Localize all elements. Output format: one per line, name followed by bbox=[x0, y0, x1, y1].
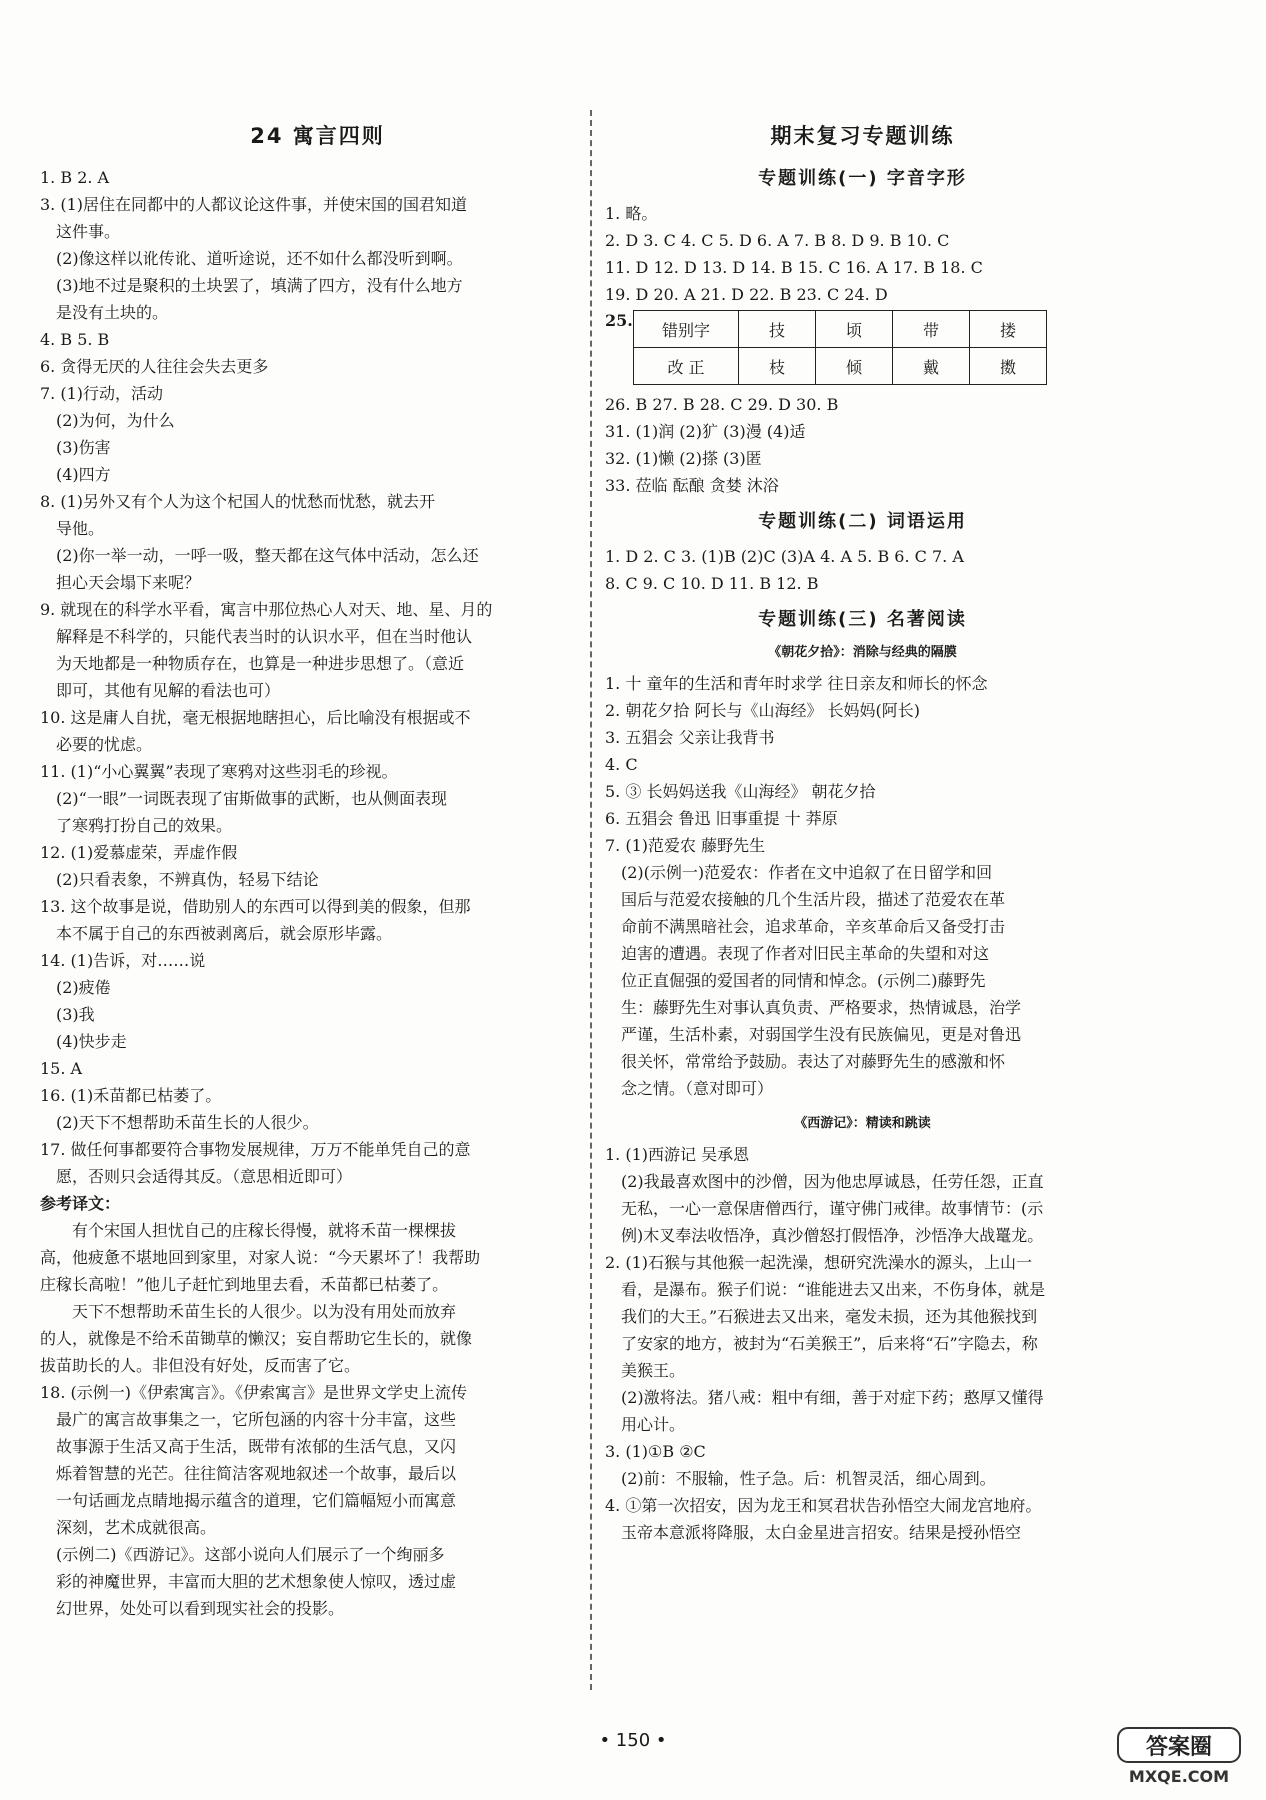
answer-line: 国后与范爱农接触的几个生活片段，描述了范爱农在革 bbox=[621, 890, 1006, 909]
answer-line: 庄稼长高啦！”他儿子赶忙到地里去看，禾苗都已枯萎了。 bbox=[40, 1275, 449, 1294]
table-cell: 技 bbox=[739, 311, 816, 348]
answer-line: 16. (1)禾苗都已枯萎了。 bbox=[40, 1086, 222, 1105]
section-1-title: 专题训练(一) 字音字形 bbox=[758, 168, 967, 189]
answer-line: 本不属于自己的东西被剥离后，就会原形毕露。 bbox=[56, 924, 393, 943]
answer-line: 玉帝本意派将降服，太白金星进言招安。结果是授孙悟空 bbox=[621, 1523, 1022, 1542]
answer-line: 33. 莅临 酝酿 贪婪 沐浴 bbox=[605, 476, 779, 495]
answer-line: 天下不想帮助禾苗生长的人很少。以为没有用处而放弃 bbox=[72, 1302, 457, 1321]
answer-line: 3. (1)居住在同都中的人都议论这件事，并使宋国的国君知道 bbox=[40, 195, 468, 214]
answer-line: (2)为何，为什么 bbox=[56, 411, 175, 430]
answer-line: 担心天会塌下来呢？ bbox=[56, 573, 201, 592]
answer-line: 参考译文： bbox=[40, 1194, 121, 1213]
answer-line: 用心计。 bbox=[621, 1415, 686, 1434]
table-row bbox=[634, 348, 1047, 385]
answer-line: 很关怀，常常给予鼓励。表达了对藤野先生的感激和怀 bbox=[621, 1052, 1006, 1071]
answer-line: 愿，否则只会适得其反。（意思相近即可） bbox=[56, 1167, 353, 1186]
answer-line: 2. 朝花夕拾 阿长与《山海经》 长妈妈(阿长) bbox=[605, 701, 921, 720]
answer-line: 了安家的地方，被封为“石美猴王”，后来将“石”字隐去，称 bbox=[621, 1334, 1038, 1353]
answer-line: 烁着智慧的光芒。往往简洁客观地叙述一个故事，最后以 bbox=[56, 1464, 457, 1483]
answer-line: 5. ③ 长妈妈送我《山海经》 朝花夕拾 bbox=[605, 782, 876, 801]
answer-25-block bbox=[605, 310, 1120, 385]
answer-line: 10. 这是庸人自扰，毫无根据地瞎担心，后比喻没有根据或不 bbox=[40, 708, 471, 727]
section-2-answers bbox=[605, 543, 1120, 597]
right-column bbox=[605, 90, 1120, 1546]
part-1-title: 《朝花夕拾》：消除与经典的隔膜 bbox=[768, 645, 957, 660]
answer-line: 彩的神魔世界，丰富而大胆的艺术想象使人惊叹，透过虚 bbox=[56, 1572, 457, 1591]
answer-line: 必要的忧虑。 bbox=[56, 735, 153, 754]
answer-line: 的人，就像是不给禾苗锄草的懒汉；妄自帮助它生长的，就像 bbox=[40, 1329, 473, 1348]
answer-line: (3)我 bbox=[56, 1005, 95, 1024]
answer-line: 了寒鸦打扮自己的效果。 bbox=[56, 816, 233, 835]
answer-line: 严谨，生活朴素，对弱国学生没有民族偏见，更是对鲁迅 bbox=[621, 1025, 1022, 1044]
answer-line: 9. 就现在的科学水平看，寓言中那位热心人对天、地、星、月的 bbox=[40, 600, 493, 619]
answer-line: 最广的寓言故事集之一，它所包涵的内容十分丰富，这些 bbox=[56, 1410, 457, 1429]
answer-line: 故事源于生活又高于生活，既带有浓郁的生活气息，又闪 bbox=[56, 1437, 457, 1456]
answer-line: 18. (示例一)《伊索寓言》。《伊索寓言》是世界文学史上流传 bbox=[40, 1383, 468, 1402]
answer-line: (2)像这样以讹传讹、道听途说，还不如什么都没听到啊。 bbox=[56, 249, 463, 268]
table-row bbox=[634, 311, 1047, 348]
left-column bbox=[40, 90, 595, 1622]
answer-line: 1. 略。 bbox=[605, 204, 658, 223]
watermark-bottom-text: MXQE.COM bbox=[1128, 1767, 1230, 1786]
answer-line: 11. D 12. D 13. D 14. B 15. C 16. A 17. B 18. C bbox=[605, 258, 983, 277]
answer-line: 19. D 20. A 21. D 22. B 23. C 24. D bbox=[605, 285, 888, 304]
answer-line: 我们的大王。”石猴进去又出来，毫发未损，还为其他猴找到 bbox=[621, 1307, 1038, 1326]
answer-line: 念之情。（意对即可） bbox=[621, 1079, 774, 1098]
answer-line: (2)前：不服输，性子急。后：机智灵活，细心周到。 bbox=[621, 1469, 996, 1488]
answer-line: 6. 贪得无厌的人往往会失去更多 bbox=[40, 357, 269, 376]
answer-line: (2)疲倦 bbox=[56, 978, 111, 997]
answer-line: 即可，其他有见解的看法也可） bbox=[56, 681, 281, 700]
part-2-answers bbox=[605, 1141, 1120, 1546]
answer-line: 解释是不科学的，只能代表当时的认识水平，但在当时他认 bbox=[56, 627, 473, 646]
answer-line: 导他。 bbox=[56, 519, 105, 538]
answer-line: (2)天下不想帮助禾苗生长的人很少。 bbox=[56, 1113, 319, 1132]
table-cell: 戴 bbox=[893, 348, 970, 385]
answer-line: (2)只看表象，不辨真伪，轻易下结论 bbox=[56, 870, 319, 889]
answer-line: 位正直倔强的爱国者的同情和悼念。(示例二)藤野先 bbox=[621, 971, 986, 990]
answer-line: 看，是瀑布。猴子们说：“谁能进去又出来，不伤身体，就是 bbox=[621, 1280, 1046, 1299]
answer-line: (4)快步走 bbox=[56, 1032, 127, 1051]
answer-line: 7. (1)行动，活动 bbox=[40, 384, 164, 403]
answer-line: 一句话画龙点睛地揭示蕴含的道理，它们篇幅短小而寓意 bbox=[56, 1491, 457, 1510]
answer-line: (2)(示例一)范爱农：作者在文中追叙了在日留学和回 bbox=[621, 863, 993, 882]
answer-line: 无私，一心一意保唐僧西行，谨守佛门戒律。故事情节：(示 bbox=[621, 1199, 1044, 1218]
answer-line: 32. (1)懒 (2)搽 (3)匿 bbox=[605, 449, 762, 468]
answer-line: 高，他疲惫不堪地回到家里，对家人说：“今天累坏了！我帮助 bbox=[40, 1248, 481, 1267]
answer-line: 17. 做任何事都要符合事物发展规律，万万不能单凭自己的意 bbox=[40, 1140, 471, 1159]
answer-line: 31. (1)润 (2)犷 (3)漫 (4)适 bbox=[605, 422, 806, 441]
answer-line: 12. (1)爱慕虚荣，弄虚作假 bbox=[40, 843, 238, 862]
table-row-header: 改 正 bbox=[634, 348, 739, 385]
answer-line: 4. ①第一次招安，因为龙王和冥君状告孙悟空大闹龙宫地府。 bbox=[605, 1496, 1042, 1515]
lesson-title: 24 寓言四则 bbox=[250, 124, 385, 148]
answer-line: 迫害的遭遇。表现了作者对旧民主革命的失望和对这 bbox=[621, 944, 990, 963]
section-1-answers bbox=[605, 200, 1120, 308]
answer-line: 1. B 2. A bbox=[40, 168, 110, 187]
answer-line: 7. (1)范爱农 藤野先生 bbox=[605, 836, 766, 855]
answer-line: (3)地不过是聚积的土块罢了，填满了四方，没有什么地方 bbox=[56, 276, 463, 295]
section-3-title: 专题训练(三) 名著阅读 bbox=[758, 609, 967, 630]
answer-line: (示例二)《西游记》。这部小说向人们展示了一个绚丽多 bbox=[56, 1545, 445, 1564]
watermark-top-text: 答案圈 bbox=[1145, 1735, 1213, 1760]
answer-line: 幻世界，处处可以看到现实社会的投影。 bbox=[56, 1599, 345, 1618]
answer-line: 这件事。 bbox=[56, 222, 121, 241]
table-cell: 倾 bbox=[816, 348, 893, 385]
answer-line: 1. D 2. C 3. (1)B (2)C (3)A 4. A 5. B 6. C 7. A bbox=[605, 547, 964, 566]
table-cell: 枝 bbox=[739, 348, 816, 385]
table-cell: 擞 bbox=[970, 348, 1047, 385]
answer-line: 14. (1)告诉，对……说 bbox=[40, 951, 206, 970]
part-1-answers bbox=[605, 670, 1120, 1102]
answer-line: 生：藤野先生对事认真负责、严格要求，热情诚恳，治学 bbox=[621, 998, 1022, 1017]
section-2-title: 专题训练(二) 词语运用 bbox=[758, 511, 967, 532]
section-1-answers-continued bbox=[605, 391, 1120, 499]
answer-line: 命前不满黑暗社会，追求革命，辛亥革命后又备受打击 bbox=[621, 917, 1006, 936]
answer-line: 1. (1)西游记 吴承恩 bbox=[605, 1145, 750, 1164]
answer-line: 有个宋国人担忧自己的庄稼长得慢，就将禾苗一棵棵拔 bbox=[72, 1221, 457, 1240]
answer-line: 8. C 9. C 10. D 11. B 12. B bbox=[605, 574, 819, 593]
answer-line: 为天地都是一种物质存在，也算是一种进步思想了。（意近 bbox=[56, 654, 465, 673]
answer-25-number: 25. bbox=[605, 311, 633, 330]
review-title: 期末复习专题训练 bbox=[770, 124, 955, 148]
table-cell: 带 bbox=[893, 311, 970, 348]
answer-line: (2)你一举一动，一呼一吸，整天都在这气体中活动，怎么还 bbox=[56, 546, 479, 565]
answer-line: 是没有土块的。 bbox=[56, 303, 169, 322]
answer-line: 4. C bbox=[605, 755, 638, 774]
answer-line: 26. B 27. B 28. C 29. D 30. B bbox=[605, 395, 839, 414]
part-2-title: 《西游记》：精读和跳读 bbox=[794, 1116, 931, 1131]
answer-line: 美猴王。 bbox=[621, 1361, 686, 1380]
answer-line: (3)伤害 bbox=[56, 438, 111, 457]
answer-line: (2)“一眼”一词既表现了宙斯做事的武断，也从侧面表现 bbox=[56, 789, 448, 808]
answer-line: 例)木叉奉法收悟净，真沙僧怒打假悟净，沙悟净大战鼍龙。 bbox=[621, 1226, 1044, 1245]
answer-line: 3. (1)①B ②C bbox=[605, 1442, 706, 1461]
answer-line: 深刻，艺术成就很高。 bbox=[56, 1518, 217, 1537]
answer-line: 13. 这个故事是说，借助别人的东西可以得到美的假象，但那 bbox=[40, 897, 471, 916]
answer-line: 4. B 5. B bbox=[40, 330, 110, 349]
answer-line: (2)激将法。猪八戒：粗中有细，善于对症下药；憨厚又懂得 bbox=[621, 1388, 1044, 1407]
table-row-header: 错别字 bbox=[634, 311, 739, 348]
answer-line: 6. 五猖会 鲁迅 旧事重提 十 莽原 bbox=[605, 809, 838, 828]
answer-line: 1. 十 童年的生活和青年时求学 往日亲友和师长的怀念 bbox=[605, 674, 988, 693]
table-cell: 搂 bbox=[970, 311, 1047, 348]
answer-line: 11. (1)“小心翼翼”表现了寒鸦对这些羽毛的珍视。 bbox=[40, 762, 398, 781]
left-answer-list bbox=[40, 164, 595, 1622]
answer-line: 15. A bbox=[40, 1059, 83, 1078]
answer-line: (4)四方 bbox=[56, 465, 111, 484]
answer-line: 3. 五猖会 父亲让我背书 bbox=[605, 728, 775, 747]
page-number: • 150 • bbox=[599, 1730, 667, 1751]
site-watermark-logo bbox=[1114, 1724, 1244, 1786]
answer-line: 8. (1)另外又有个人为这个杞国人的忧愁而忧愁，就去开 bbox=[40, 492, 436, 511]
correction-table bbox=[633, 310, 1047, 385]
answer-line: 拔苗助长的人。非但没有好处，反而害了它。 bbox=[40, 1356, 361, 1375]
answer-line: 2. (1)石猴与其他猴一起洗澡，想研究洗澡水的源头，上山一 bbox=[605, 1253, 1033, 1272]
answer-line: (2)我最喜欢图中的沙僧，因为他忠厚诚恳，任劳任怨，正直 bbox=[621, 1172, 1044, 1191]
answer-line: 2. D 3. C 4. C 5. D 6. A 7. B 8. D 9. B 10. C bbox=[605, 231, 950, 250]
table-cell: 顷 bbox=[816, 311, 893, 348]
